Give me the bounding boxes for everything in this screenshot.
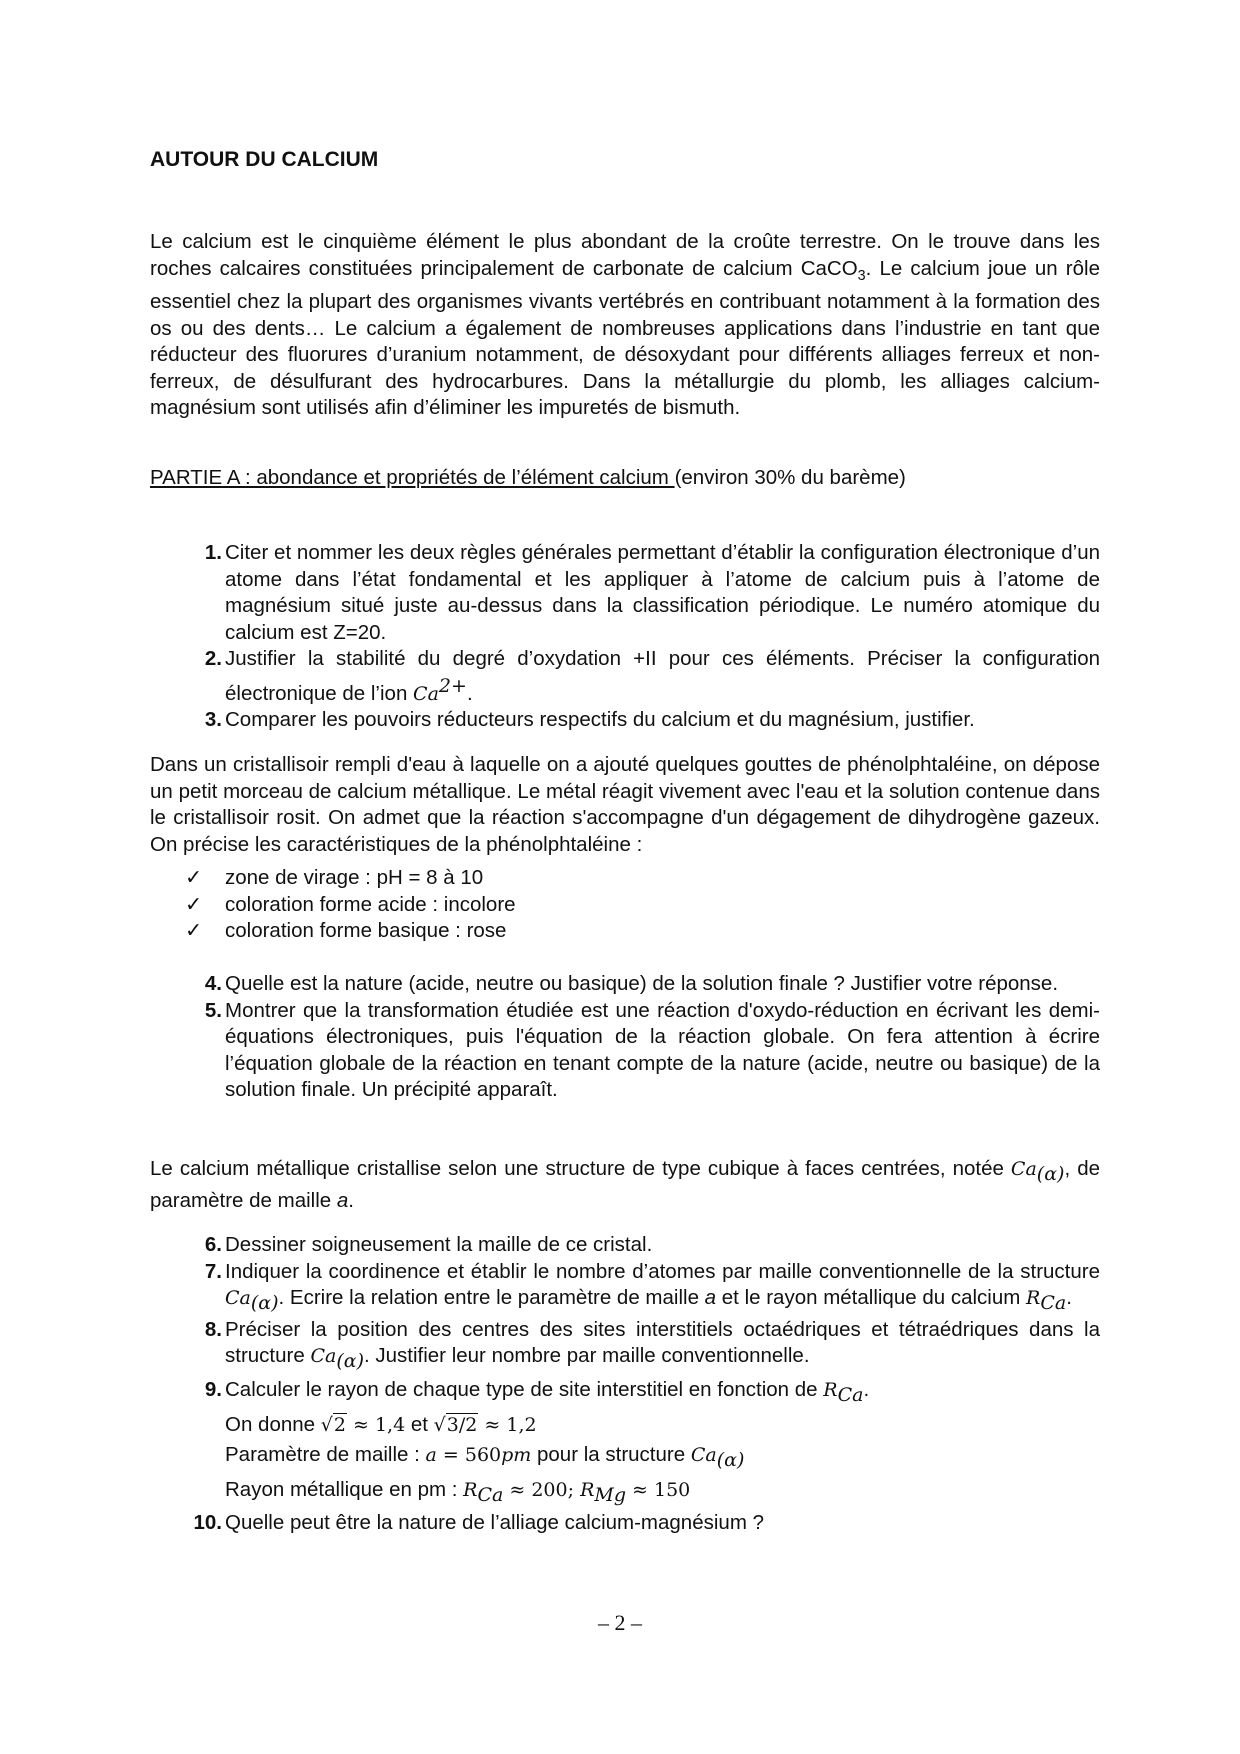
ca-symbol: Ca (310, 1345, 337, 1368)
ca-symbol: Ca (413, 682, 439, 705)
question-3 (150, 707, 1100, 734)
question-number: 6. (204, 1233, 222, 1256)
question-number: 1. (204, 541, 222, 564)
list-item (185, 892, 516, 919)
a-value: = 560 (436, 1443, 502, 1466)
question-text: Indiquer la coordinence et établir le nombre d’atomes par maille conventionnelle de la structure (225, 1259, 1100, 1283)
question-text: Justifier la stabilité du degré d’oxydation +II pour ces éléments. Préciser la configuration électronique de l’ion (225, 647, 1100, 705)
question-2 (150, 646, 1100, 707)
question-1 (150, 540, 1100, 646)
q9-line-2 (225, 1410, 1100, 1440)
question-9 (150, 1375, 1100, 1510)
question-text: et le rayon métallique du calcium (716, 1286, 1027, 1309)
pm-unit: pm (501, 1443, 532, 1466)
caco3-subscript: 3 (857, 267, 866, 284)
parameter-label: Paramètre de maille : (225, 1442, 426, 1466)
question-text: Calculer le rayon de chaque type de site interstitiel en fonction de (225, 1377, 824, 1401)
given-and: et (405, 1412, 434, 1436)
question-7 (150, 1259, 1100, 1317)
question-6 (150, 1232, 1100, 1259)
rmg-value: ≈ 150 (626, 1478, 691, 1501)
check-icon: ✓ (185, 919, 203, 942)
sqrt-3-2: √3/2 (433, 1413, 478, 1436)
intro-text-end: . Le calcium joue un rôle essentiel chez la plupart des organismes vivants vertébrés en contribuant notamment à la formation des os ou des dents… Le calcium a également de nombreuses applications dans l’industrie en tant que réducteur des fluorures d’uranium notamment, de désoxydant pour différents alliages ferreux et non-ferreux, de désulfurant des hydrocarbures. Dans la métallurgie du plomb, les alliages calcium-magnésium sont utilisés afin d’éliminer les impuretés de bismuth. (150, 256, 1100, 420)
phenolphtaleine-list (185, 865, 516, 945)
radius-label: Rayon métallique en pm : (225, 1477, 464, 1501)
question-number: 2. (204, 647, 222, 670)
question-text: Préciser la position des centres des sites interstitiels octaédriques et tétraédriques dans la structure (225, 1317, 1100, 1368)
question-text: Montrer que la transformation étudiée est une réaction d'oxydo-réduction en écrivant les demi-équations électroniques, puis l'équation de la réaction globale. On fera attention à écrire l’équation globale de la réaction en tenant compte de la nature (acide, neutre ou basique) de la solution finale. Un précipité apparaît. (225, 998, 1100, 1101)
list-item (185, 865, 516, 892)
ca-symbol: Ca (690, 1443, 717, 1466)
intro-text-start: Le calcium est le cinquième élément le plus abondant de la croûte terrestre. On le trouve dans les roches calcaires constituées principalement de carbonate de calcium CaCO (150, 230, 1100, 280)
question-text: . Ecrire la relation entre le paramètre de maille (278, 1286, 705, 1309)
question-text: Comparer les pouvoirs réducteurs respectifs du calcium et du magnésium, justifier. (225, 707, 975, 731)
list-item (185, 918, 516, 945)
r-symbol: R (463, 1478, 478, 1501)
intro-paragraph (150, 229, 1100, 422)
ion-charge: 2+ (438, 674, 467, 697)
questions-list-3 (150, 1232, 1100, 1536)
sqrt-2-radicand: 2 (333, 1413, 346, 1436)
q9-line-1 (225, 1375, 1100, 1410)
ca-symbol: Ca (1010, 1158, 1037, 1180)
given-label: On donne (225, 1412, 321, 1436)
question-number: 4. (204, 972, 222, 995)
question-text: Citer et nommer les deux règles générales permettant d’établir la configuration électronique d’un atome dans l’état fondamental et les appliquer à l’atome de calcium puis à l’atome de magnésium situé juste au-dessus dans la classification périodique. Le numéro atomique du calcium est Z=20. (225, 541, 1100, 644)
ca-symbol: Ca (225, 1287, 251, 1309)
question-end: . (863, 1377, 870, 1401)
question-number: 7. (204, 1259, 222, 1283)
question-number: 10. (193, 1510, 222, 1534)
partie-a-bareme: (environ 30% du barème) (674, 466, 906, 489)
structure-dot: . (348, 1188, 354, 1212)
question-4 (150, 971, 1100, 998)
questions-list-2 (150, 971, 1100, 1104)
question-10 (150, 1510, 1100, 1537)
sqrt-2-value: ≈ 1,4 (346, 1413, 406, 1436)
cristallisoir-paragraph: Dans un cristallisoir rempli d'eau à laquelle on a ajouté quelques gouttes de phénolphtaléine, on dépose un petit morceau de calcium métallique. Le métal réagit vivement avec l'eau et la solution contenue dans le cristallisoir rosit. On admet que la réaction s'accompagne d'un dégagement de dihydrogène gazeux. On précise les caractéristiques de la phénolphtaléine : (150, 753, 1100, 856)
rca-value: ≈ 200; (503, 1478, 581, 1501)
question-end: . (1066, 1286, 1072, 1309)
page-number: – 2 – (598, 1610, 642, 1635)
r-symbol: R (823, 1378, 838, 1401)
ca-subscript: Ca (1040, 1292, 1067, 1315)
a-parameter: a (336, 1188, 349, 1212)
question-text: Quelle est la nature (acide, neutre ou basique) de la solution finale ? Justifier votre réponse. (225, 972, 1059, 995)
question-end: . (466, 681, 473, 705)
question-text: . Justifier leur nombre par maille conventionnelle. (363, 1344, 810, 1368)
sqrt-3-2-value: ≈ 1,2 (478, 1413, 537, 1436)
question-text: Dessiner soigneusement la maille de ce cristal. (225, 1233, 653, 1256)
question-number: 9. (204, 1377, 222, 1401)
parameter-text: pour la structure (531, 1442, 691, 1466)
a-parameter: a (704, 1286, 717, 1309)
alpha-subscript: (α) (250, 1292, 279, 1315)
r-symbol: R (580, 1478, 595, 1501)
alpha-subscript: (α) (716, 1448, 745, 1471)
question-text: Quelle peut être la nature de l’alliage calcium-magnésium ? (225, 1510, 764, 1534)
list-item-text: coloration forme basique : rose (225, 919, 507, 942)
r-symbol: R (1026, 1287, 1041, 1309)
structure-text-end: , de paramètre de maille (150, 1157, 1100, 1212)
alpha-subscript: (α) (1036, 1163, 1065, 1186)
question-5 (150, 998, 1100, 1104)
page-title: AUTOUR DU CALCIUM (150, 148, 379, 171)
ca-subscript: Ca (477, 1483, 504, 1506)
list-item-text: coloration forme acide : incolore (225, 892, 516, 916)
structure-text: Le calcium métallique cristallise selon une structure de type cubique à faces centrées, notée (150, 1157, 1011, 1180)
list-item-text: zone de virage : pH = 8 à 10 (225, 866, 484, 889)
questions-list-1 (150, 540, 1100, 733)
partie-a-heading (150, 466, 906, 490)
alpha-subscript: (α) (336, 1350, 364, 1373)
sqrt-2: √2 (320, 1413, 346, 1436)
question-number: 5. (204, 998, 222, 1022)
partie-a-title: PARTIE A : abondance et propriétés de l’élément calcium (150, 466, 675, 489)
question-number: 8. (204, 1317, 222, 1341)
ca-subscript: Ca (837, 1383, 864, 1406)
a-parameter: a (425, 1443, 437, 1466)
q9-line-3 (225, 1440, 1100, 1475)
q9-line-4 (225, 1475, 1100, 1510)
check-icon: ✓ (185, 866, 203, 889)
question-number: 3. (204, 707, 222, 731)
question-8 (150, 1317, 1100, 1375)
sqrt-3-2-radicand: 3/2 (446, 1413, 478, 1436)
structure-paragraph (150, 1156, 1100, 1214)
check-icon: ✓ (185, 892, 203, 916)
mg-subscript: Mg (594, 1483, 626, 1506)
